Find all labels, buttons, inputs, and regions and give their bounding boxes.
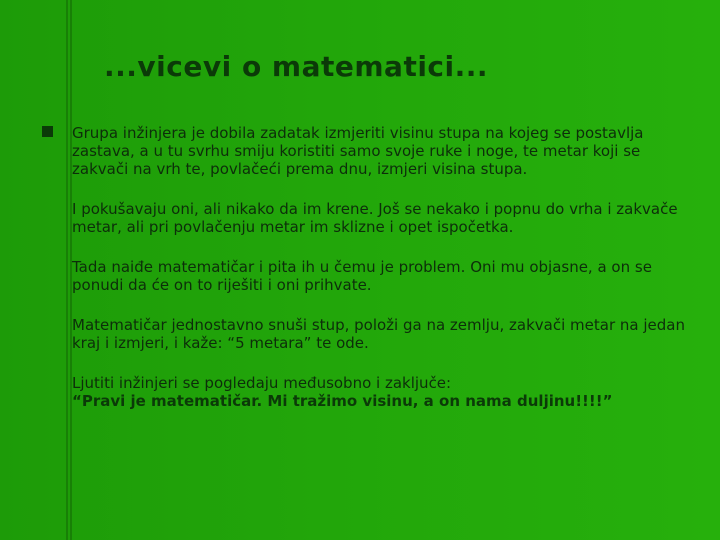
paragraph: Matematičar jednostavno snuši stup, položi ga na zemlju, zakvači metar na jedan kraj i izmjeri, i kaže: “5 metara” te ode. xyxy=(72,316,685,352)
paragraph: Grupa inžinjera je dobila zadatak izmjeriti visinu stupa na kojeg se postavlja zastava, a u tu svrhu smiju koristiti samo svoje ruke i noge, te metar koji se zakvači na vrh te, povlačeći prema dnu, izmjeri visina stupa. xyxy=(72,124,644,178)
slide-body xyxy=(72,124,700,410)
square-bullet-icon xyxy=(42,126,53,137)
paragraph: Ljutiti inžinjeri se pogledaju međusobno i zaključe: xyxy=(72,374,452,392)
punchline: “Pravi je matematičar. Mi tražimo visinu, a on nama duljinu!!!!” xyxy=(72,392,613,410)
slide-title: ...vicevi o matematici... xyxy=(104,50,489,83)
paragraph: I pokušavaju oni, ali nikako da im krene. Još se nekako i popnu do vrha i zakvače metar, ali pri povlačenju metar im sklizne i opet ispočetka. xyxy=(72,200,678,236)
final-paragraph xyxy=(72,374,700,410)
decorative-line xyxy=(66,0,68,540)
paragraph: Tada naiđe matematičar i pita ih u čemu je problem. Oni mu objasne, a on se ponudi da će on to riješiti i oni prihvate. xyxy=(72,258,652,294)
